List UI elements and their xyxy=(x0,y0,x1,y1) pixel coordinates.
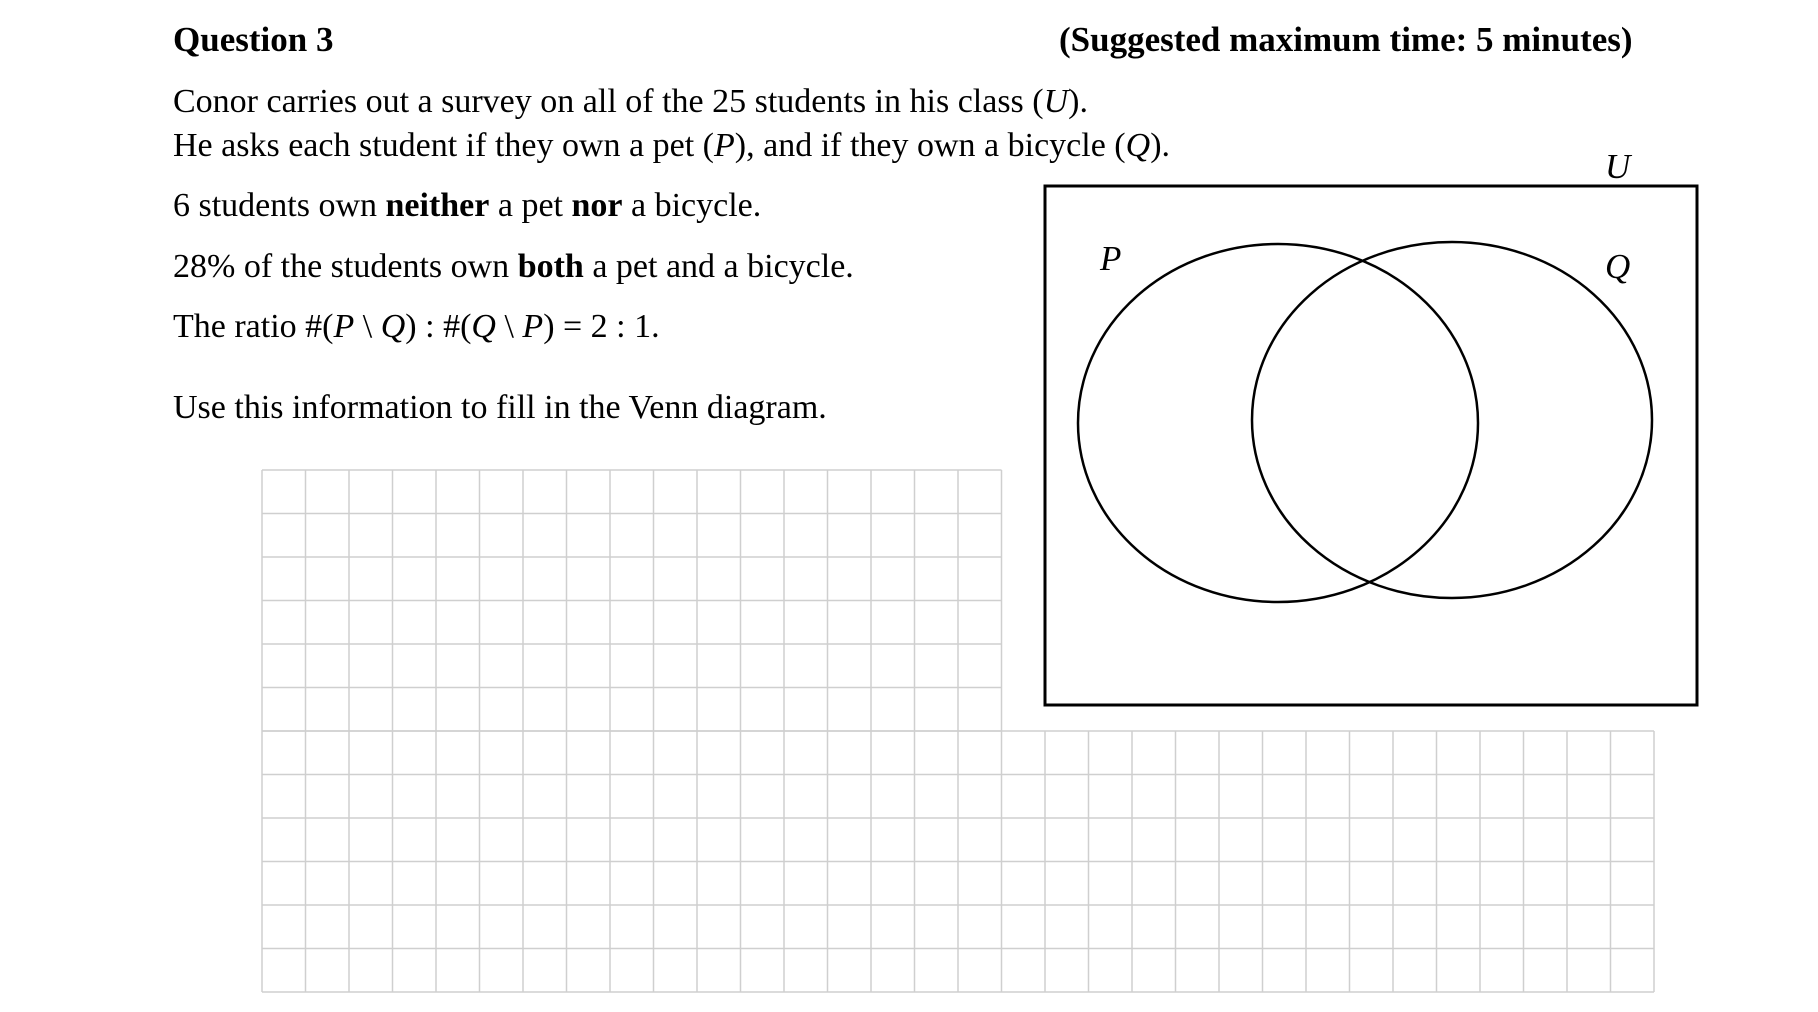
set-p-label: P xyxy=(1100,239,1122,278)
set-q-label: Q xyxy=(1605,247,1631,286)
ratio-text: ) : #( xyxy=(405,308,472,345)
fact-emphasis: nor xyxy=(571,187,623,224)
set-symbol: Q xyxy=(471,308,496,345)
ratio-text: ) = 2 : 1. xyxy=(543,308,660,345)
question-title: Question 3 xyxy=(173,20,334,59)
intro-text: students in his class ( xyxy=(746,83,1044,120)
intro-text: ), and if they own a bicycle ( xyxy=(734,127,1126,164)
fact-text: a bicycle. xyxy=(622,187,762,224)
intro-text: Conor carries out a survey on all of the xyxy=(173,83,713,120)
fact-text: a pet and a bicycle. xyxy=(583,248,854,285)
set-symbol: P xyxy=(522,308,544,345)
class-size: 25 xyxy=(712,83,747,120)
set-symbol: P xyxy=(714,127,735,164)
set-symbol: P xyxy=(333,308,355,345)
fact-text: 6 students own xyxy=(173,187,386,224)
set-symbol: U xyxy=(1043,83,1069,120)
universe-label: U xyxy=(1605,147,1631,186)
fact-emphasis: neither xyxy=(385,187,490,224)
intro-text: ). xyxy=(1150,127,1171,164)
set-symbol: Q xyxy=(380,308,406,345)
set-symbol: Q xyxy=(1125,127,1151,164)
instruction: Use this information to fill in the Venn diagram. xyxy=(173,389,827,426)
ratio-text: \ xyxy=(495,308,523,345)
fact-text: a pet xyxy=(489,187,572,224)
fact-emphasis: both xyxy=(517,248,584,285)
fact-text: 28% of the students own xyxy=(173,248,518,285)
time-note: (Suggested maximum time: 5 minutes) xyxy=(1059,20,1633,59)
ratio-text: The ratio #( xyxy=(173,308,334,345)
intro-text: He asks each student if they own a pet ( xyxy=(173,127,714,164)
ratio-text: \ xyxy=(354,308,381,345)
intro-text: ). xyxy=(1068,83,1088,120)
